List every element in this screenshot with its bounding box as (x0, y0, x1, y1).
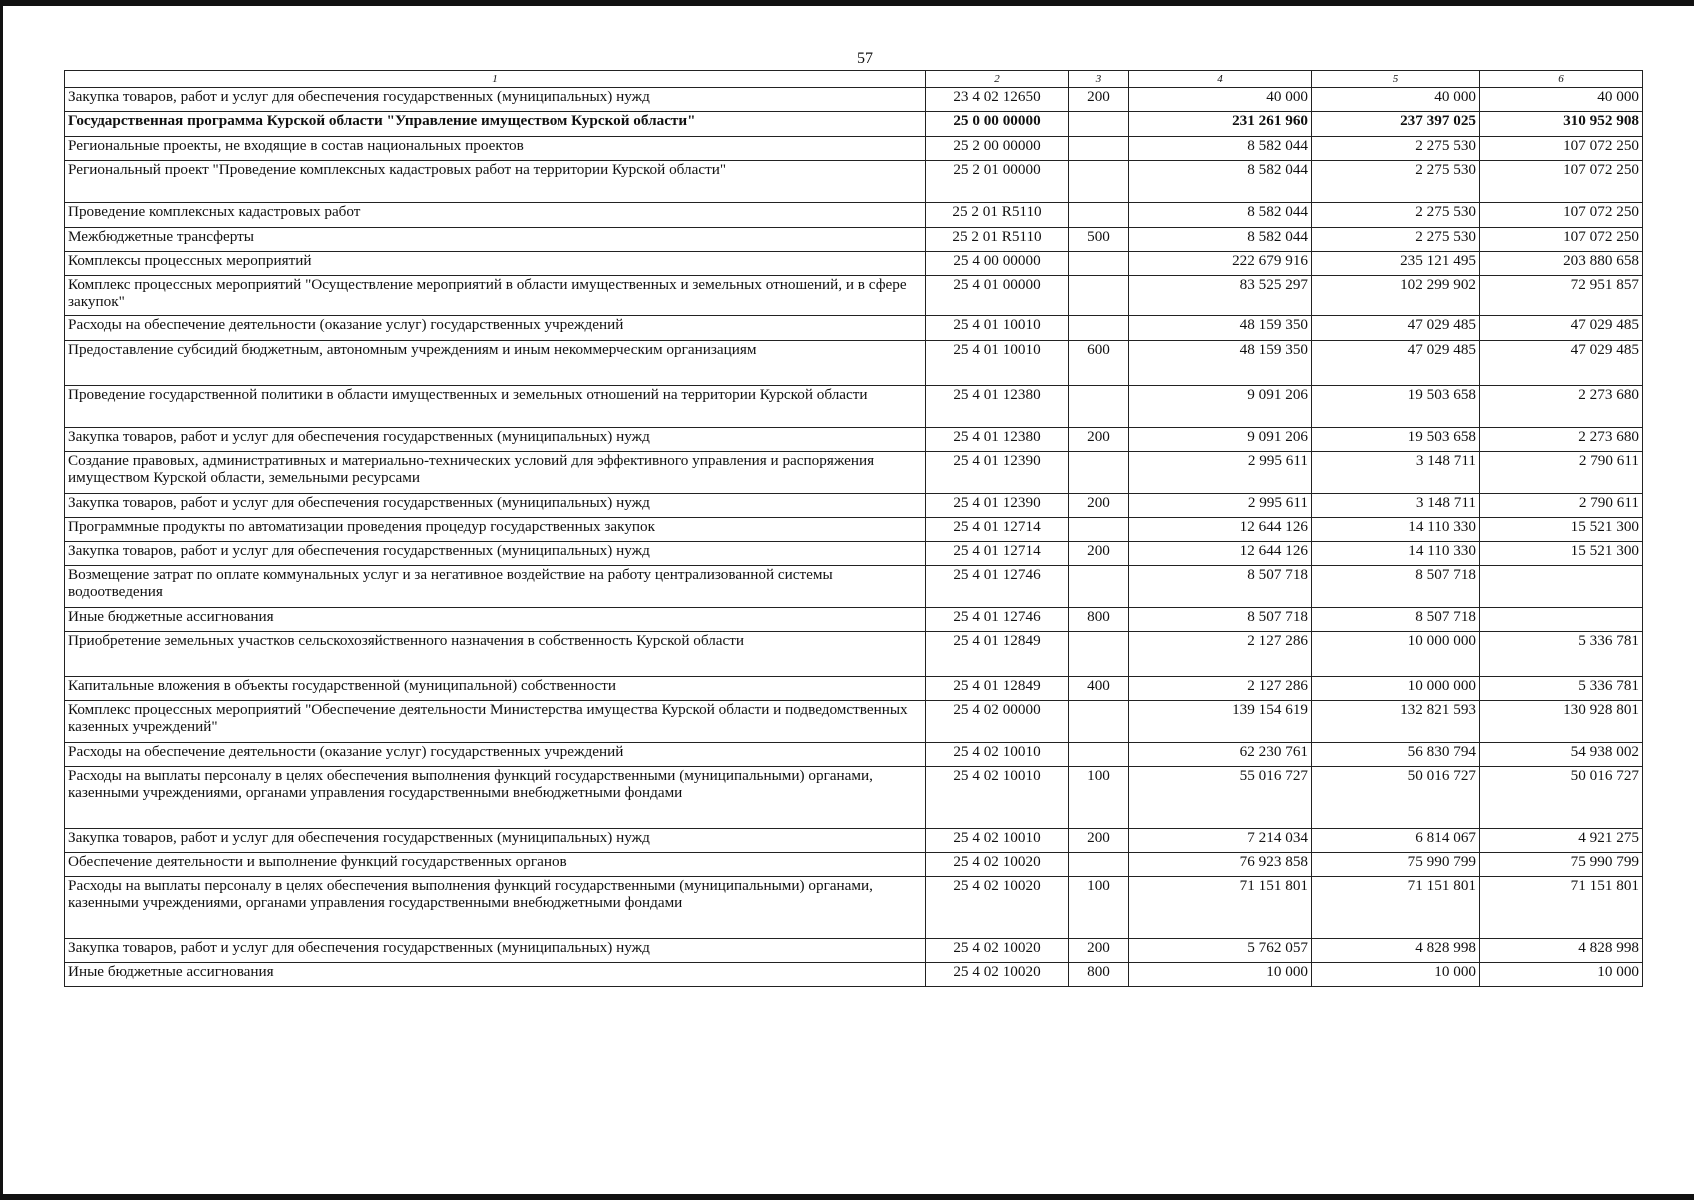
row-code: 25 2 01 00000 (926, 161, 1069, 203)
row-code: 25 4 01 12849 (926, 632, 1069, 677)
row-value-col4: 12 644 126 (1129, 518, 1312, 542)
row-value-col4: 2 995 611 (1129, 494, 1312, 518)
row-expense-type (1069, 853, 1129, 877)
row-name: Создание правовых, административных и материально-технических условий для эффективного управления и распоряжения имуществом Курской области, земельными ресурсами (65, 452, 926, 494)
row-value-col5: 2 275 530 (1312, 161, 1480, 203)
row-expense-type (1069, 161, 1129, 203)
row-value-col5: 14 110 330 (1312, 542, 1480, 566)
row-value-col6: 2 273 680 (1480, 428, 1643, 452)
row-value-col6: 4 921 275 (1480, 829, 1643, 853)
row-expense-type (1069, 701, 1129, 743)
row-value-col5: 132 821 593 (1312, 701, 1480, 743)
row-expense-type: 200 (1069, 428, 1129, 452)
row-value-col4: 2 995 611 (1129, 452, 1312, 494)
row-value-col4: 48 159 350 (1129, 316, 1312, 341)
row-value-col6: 2 273 680 (1480, 386, 1643, 428)
row-value-col5: 4 828 998 (1312, 939, 1480, 963)
row-name: Предоставление субсидий бюджетным, автономным учреждениям и иным некоммерческим организациям (65, 341, 926, 386)
row-value-col4: 8 507 718 (1129, 608, 1312, 632)
row-value-col6: 107 072 250 (1480, 228, 1643, 252)
row-code: 25 4 02 10010 (926, 743, 1069, 767)
table-row (65, 252, 1643, 276)
table-row (65, 767, 1643, 829)
row-expense-type (1069, 386, 1129, 428)
row-value-col6: 71 151 801 (1480, 877, 1643, 939)
row-expense-type: 100 (1069, 767, 1129, 829)
row-name: Расходы на выплаты персоналу в целях обеспечения выполнения функций государственными (муниципальными) органами, казенными учреждениями, органами управления государственными внебюджетными фондами (65, 877, 926, 939)
row-code: 25 4 02 00000 (926, 701, 1069, 743)
page-number: 57 (857, 50, 873, 67)
row-value-col4: 8 582 044 (1129, 228, 1312, 252)
row-value-col4: 62 230 761 (1129, 743, 1312, 767)
row-value-col5: 40 000 (1312, 88, 1480, 112)
row-name: Региональный проект "Проведение комплексных кадастровых работ на территории Курской области" (65, 161, 926, 203)
row-expense-type: 200 (1069, 829, 1129, 853)
row-code: 25 4 02 10010 (926, 829, 1069, 853)
row-value-col4: 48 159 350 (1129, 341, 1312, 386)
header-col-4: 4 (1129, 71, 1312, 88)
row-value-col4: 12 644 126 (1129, 542, 1312, 566)
row-expense-type (1069, 518, 1129, 542)
row-code: 25 4 02 10020 (926, 963, 1069, 987)
row-name: Проведение государственной политики в области имущественных и земельных отношений на территории Курской области (65, 386, 926, 428)
row-value-col5: 2 275 530 (1312, 203, 1480, 228)
table-row (65, 494, 1643, 518)
row-expense-type (1069, 452, 1129, 494)
header-col-6: 6 (1480, 71, 1643, 88)
row-value-col4: 7 214 034 (1129, 829, 1312, 853)
row-value-col4: 139 154 619 (1129, 701, 1312, 743)
row-name: Комплекс процессных мероприятий "Обеспечение деятельности Министерства имущества Курской области и подведомственных казенных учреждений" (65, 701, 926, 743)
row-value-col6: 5 336 781 (1480, 632, 1643, 677)
row-name: Закупка товаров, работ и услуг для обеспечения государственных (муниципальных) нужд (65, 88, 926, 112)
table-row (65, 829, 1643, 853)
row-expense-type: 500 (1069, 228, 1129, 252)
row-value-col4: 55 016 727 (1129, 767, 1312, 829)
row-code: 25 4 01 12380 (926, 386, 1069, 428)
row-value-col4: 71 151 801 (1129, 877, 1312, 939)
header-col-1: 1 (65, 71, 926, 88)
row-value-col6: 50 016 727 (1480, 767, 1643, 829)
row-value-col6: 2 790 611 (1480, 494, 1643, 518)
header-col-5: 5 (1312, 71, 1480, 88)
row-value-col4: 5 762 057 (1129, 939, 1312, 963)
row-value-col4: 222 679 916 (1129, 252, 1312, 276)
table-header-row (65, 71, 1643, 88)
row-expense-type: 600 (1069, 341, 1129, 386)
row-value-col6 (1480, 566, 1643, 608)
table-row (65, 939, 1643, 963)
row-value-col5: 8 507 718 (1312, 608, 1480, 632)
row-value-col5: 19 503 658 (1312, 386, 1480, 428)
row-name: Закупка товаров, работ и услуг для обеспечения государственных (муниципальных) нужд (65, 939, 926, 963)
row-expense-type: 100 (1069, 877, 1129, 939)
row-code: 25 4 01 12849 (926, 677, 1069, 701)
row-value-col5: 8 507 718 (1312, 566, 1480, 608)
row-value-col4: 8 582 044 (1129, 203, 1312, 228)
row-value-col6: 40 000 (1480, 88, 1643, 112)
row-name: Приобретение земельных участков сельскохозяйственного назначения в собственность Курской области (65, 632, 926, 677)
table-row (65, 877, 1643, 939)
row-name: Проведение комплексных кадастровых работ (65, 203, 926, 228)
table-row (65, 161, 1643, 203)
row-value-col4: 9 091 206 (1129, 428, 1312, 452)
row-name: Возмещение затрат по оплате коммунальных услуг и за негативное воздействие на работу централизованной системы водоотведения (65, 566, 926, 608)
row-value-col6: 107 072 250 (1480, 203, 1643, 228)
table-row (65, 853, 1643, 877)
row-code: 25 4 01 12390 (926, 494, 1069, 518)
table-row (65, 677, 1643, 701)
budget-table (64, 70, 1643, 987)
row-value-col4: 8 507 718 (1129, 566, 1312, 608)
row-expense-type (1069, 137, 1129, 161)
row-name: Комплекс процессных мероприятий "Осуществление мероприятий в области имущественных и земельных отношений, и в сфере закупок" (65, 276, 926, 316)
row-name: Иные бюджетные ассигнования (65, 963, 926, 987)
row-value-col4: 2 127 286 (1129, 632, 1312, 677)
table-row (65, 428, 1643, 452)
row-code: 25 4 00 00000 (926, 252, 1069, 276)
row-name: Расходы на обеспечение деятельности (оказание услуг) государственных учреждений (65, 316, 926, 341)
row-value-col5: 102 299 902 (1312, 276, 1480, 316)
table-row (65, 566, 1643, 608)
row-expense-type (1069, 203, 1129, 228)
row-value-col5: 6 814 067 (1312, 829, 1480, 853)
row-value-col6: 107 072 250 (1480, 161, 1643, 203)
table-row (65, 743, 1643, 767)
row-expense-type (1069, 276, 1129, 316)
table-row (65, 632, 1643, 677)
row-value-col5: 47 029 485 (1312, 341, 1480, 386)
row-value-col6: 5 336 781 (1480, 677, 1643, 701)
row-value-col4: 10 000 (1129, 963, 1312, 987)
row-code: 23 4 02 12650 (926, 88, 1069, 112)
row-value-col6: 15 521 300 (1480, 542, 1643, 566)
row-code: 25 4 02 10020 (926, 853, 1069, 877)
row-value-col5: 2 275 530 (1312, 228, 1480, 252)
row-code: 25 4 02 10010 (926, 767, 1069, 829)
row-code: 25 4 01 10010 (926, 341, 1069, 386)
row-value-col5: 19 503 658 (1312, 428, 1480, 452)
row-code: 25 2 01 R5110 (926, 203, 1069, 228)
row-value-col5: 10 000 000 (1312, 677, 1480, 701)
row-value-col6: 2 790 611 (1480, 452, 1643, 494)
row-value-col4: 2 127 286 (1129, 677, 1312, 701)
table-row (65, 452, 1643, 494)
row-value-col4: 231 261 960 (1129, 112, 1312, 137)
row-value-col5: 14 110 330 (1312, 518, 1480, 542)
row-value-col6: 47 029 485 (1480, 316, 1643, 341)
row-expense-type: 800 (1069, 608, 1129, 632)
scan-border-bottom (0, 1194, 1694, 1200)
row-name: Иные бюджетные ассигнования (65, 608, 926, 632)
row-value-col5: 2 275 530 (1312, 137, 1480, 161)
row-name: Закупка товаров, работ и услуг для обеспечения государственных (муниципальных) нужд (65, 494, 926, 518)
row-value-col5: 235 121 495 (1312, 252, 1480, 276)
row-expense-type (1069, 112, 1129, 137)
row-value-col5: 237 397 025 (1312, 112, 1480, 137)
table-row (65, 963, 1643, 987)
row-value-col6: 75 990 799 (1480, 853, 1643, 877)
table-row (65, 701, 1643, 743)
row-code: 25 4 01 12746 (926, 566, 1069, 608)
scan-border-top (0, 0, 1694, 6)
row-value-col6: 15 521 300 (1480, 518, 1643, 542)
table-row (65, 518, 1643, 542)
table-row (65, 88, 1643, 112)
row-name: Расходы на обеспечение деятельности (оказание услуг) государственных учреждений (65, 743, 926, 767)
row-code: 25 4 01 00000 (926, 276, 1069, 316)
header-col-2: 2 (926, 71, 1069, 88)
table-row (65, 341, 1643, 386)
row-value-col4: 83 525 297 (1129, 276, 1312, 316)
row-value-col4: 76 923 858 (1129, 853, 1312, 877)
row-value-col6: 54 938 002 (1480, 743, 1643, 767)
row-name: Программные продукты по автоматизации проведения процедур государственных закупок (65, 518, 926, 542)
row-name: Закупка товаров, работ и услуг для обеспечения государственных (муниципальных) нужд (65, 428, 926, 452)
row-expense-type: 200 (1069, 939, 1129, 963)
row-value-col5: 10 000 (1312, 963, 1480, 987)
row-name: Обеспечение деятельности и выполнение функций государственных органов (65, 853, 926, 877)
row-name: Государственная программа Курской области "Управление имуществом Курской области" (65, 112, 926, 137)
table-row (65, 316, 1643, 341)
table-row (65, 112, 1643, 137)
row-code: 25 4 02 10020 (926, 939, 1069, 963)
row-expense-type: 800 (1069, 963, 1129, 987)
row-expense-type (1069, 316, 1129, 341)
row-value-col6: 130 928 801 (1480, 701, 1643, 743)
row-name: Закупка товаров, работ и услуг для обеспечения государственных (муниципальных) нужд (65, 542, 926, 566)
row-value-col4: 8 582 044 (1129, 137, 1312, 161)
row-value-col5: 10 000 000 (1312, 632, 1480, 677)
row-expense-type (1069, 632, 1129, 677)
row-name: Закупка товаров, работ и услуг для обеспечения государственных (муниципальных) нужд (65, 829, 926, 853)
row-code: 25 4 01 10010 (926, 316, 1069, 341)
row-value-col5: 71 151 801 (1312, 877, 1480, 939)
row-value-col5: 50 016 727 (1312, 767, 1480, 829)
row-value-col6: 310 952 908 (1480, 112, 1643, 137)
row-value-col6 (1480, 608, 1643, 632)
table-row (65, 203, 1643, 228)
row-name: Комплексы процессных мероприятий (65, 252, 926, 276)
row-value-col5: 3 148 711 (1312, 452, 1480, 494)
budget-table-body (65, 71, 1643, 987)
table-row (65, 386, 1643, 428)
row-code: 25 4 01 12746 (926, 608, 1069, 632)
row-code: 25 4 01 12390 (926, 452, 1069, 494)
row-code: 25 4 01 12714 (926, 518, 1069, 542)
row-value-col5: 47 029 485 (1312, 316, 1480, 341)
row-expense-type (1069, 566, 1129, 608)
scan-border-left (0, 0, 3, 1200)
row-name: Региональные проекты, не входящие в состав национальных проектов (65, 137, 926, 161)
row-value-col6: 10 000 (1480, 963, 1643, 987)
row-code: 25 0 00 00000 (926, 112, 1069, 137)
row-code: 25 4 02 10020 (926, 877, 1069, 939)
row-expense-type: 400 (1069, 677, 1129, 701)
row-value-col6: 72 951 857 (1480, 276, 1643, 316)
row-code: 25 2 00 00000 (926, 137, 1069, 161)
row-name: Расходы на выплаты персоналу в целях обеспечения выполнения функций государственными (муниципальными) органами, казенными учреждениями, органами управления государственными внебюджетными фондами (65, 767, 926, 829)
row-expense-type: 200 (1069, 88, 1129, 112)
row-expense-type: 200 (1069, 494, 1129, 518)
row-code: 25 4 01 12380 (926, 428, 1069, 452)
row-value-col6: 47 029 485 (1480, 341, 1643, 386)
row-value-col5: 3 148 711 (1312, 494, 1480, 518)
row-name: Межбюджетные трансферты (65, 228, 926, 252)
row-value-col6: 107 072 250 (1480, 137, 1643, 161)
row-code: 25 2 01 R5110 (926, 228, 1069, 252)
table-row (65, 137, 1643, 161)
row-expense-type: 200 (1069, 542, 1129, 566)
row-value-col4: 40 000 (1129, 88, 1312, 112)
table-row (65, 608, 1643, 632)
table-row (65, 542, 1643, 566)
row-value-col6: 203 880 658 (1480, 252, 1643, 276)
row-value-col5: 56 830 794 (1312, 743, 1480, 767)
row-code: 25 4 01 12714 (926, 542, 1069, 566)
row-expense-type (1069, 743, 1129, 767)
header-col-3: 3 (1069, 71, 1129, 88)
row-value-col4: 9 091 206 (1129, 386, 1312, 428)
row-value-col6: 4 828 998 (1480, 939, 1643, 963)
table-row (65, 228, 1643, 252)
row-expense-type (1069, 252, 1129, 276)
row-value-col5: 75 990 799 (1312, 853, 1480, 877)
row-name: Капитальные вложения в объекты государственной (муниципальной) собственности (65, 677, 926, 701)
table-row (65, 276, 1643, 316)
row-value-col4: 8 582 044 (1129, 161, 1312, 203)
